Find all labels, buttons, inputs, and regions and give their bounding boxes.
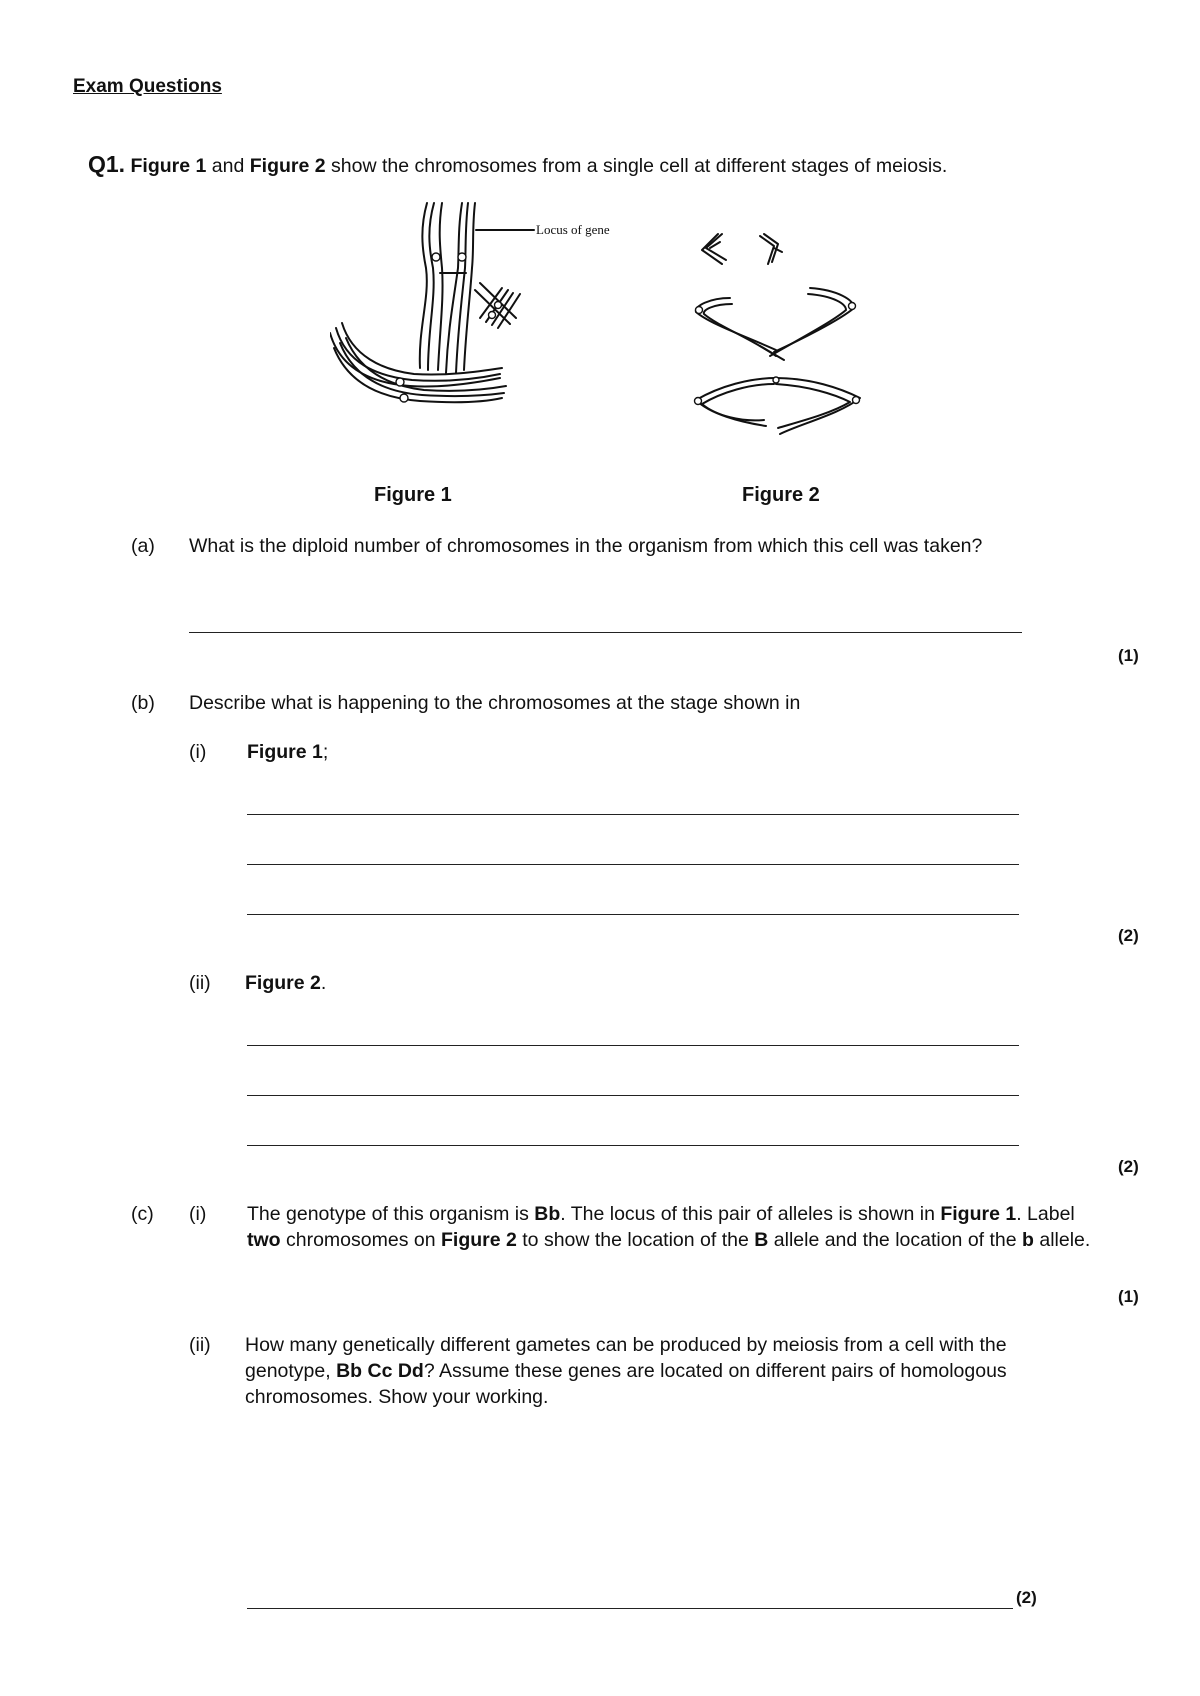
stem-and: and <box>206 155 250 177</box>
answer-line-b-i-3[interactable] <box>247 914 1019 915</box>
c-i-text-5: to show the location of the <box>516 1229 755 1251</box>
stem-figure2: Figure 2 <box>249 155 326 177</box>
c-i-text-1: The genotype of this organism is <box>247 1203 535 1225</box>
lower-bivalent <box>695 377 861 434</box>
part-c-ii-label: (ii) <box>189 1334 211 1356</box>
figure-1-label: Figure 1 <box>374 484 452 506</box>
part-b-i-figure: Figure 1 <box>247 741 323 763</box>
c-i-text-3: . Label <box>1016 1203 1075 1225</box>
c-i-bold-2: Figure 1 <box>940 1203 1017 1225</box>
page-heading: Exam Questions <box>73 76 222 97</box>
c-i-bold-4: Figure 2 <box>440 1229 517 1251</box>
figure-2-illustration <box>690 228 900 460</box>
answer-line-a[interactable] <box>189 632 1022 633</box>
curved-bivalent <box>330 323 506 402</box>
answer-line-b-i-2[interactable] <box>247 864 1019 865</box>
answer-line-b-i-1[interactable] <box>247 814 1019 815</box>
marks-part-a: (1) <box>1118 646 1139 665</box>
stem-figure1: Figure 1 <box>130 155 207 177</box>
part-b-label: (b) <box>131 692 155 714</box>
part-b-ii-label: (ii) <box>189 972 211 994</box>
c-i-bold-1: Bb <box>534 1203 561 1225</box>
part-b-i-label: (i) <box>189 741 207 763</box>
c-i-text-7: allele. <box>1033 1229 1091 1251</box>
c-i-bold-6: b <box>1022 1229 1034 1251</box>
part-b-ii-punct: . <box>320 972 327 994</box>
marks-part-b-ii: (2) <box>1118 1157 1139 1176</box>
c-ii-bold-1: Bb Cc Dd <box>336 1360 424 1382</box>
c-i-text-2: . The locus of this pair of alleles is shown in <box>560 1203 941 1225</box>
part-c-i-label: (i) <box>189 1203 207 1225</box>
stem-rest: show the chromosomes from a single cell at different stages of meiosis. <box>325 155 948 177</box>
part-c-i-question <box>247 1201 1092 1253</box>
marks-part-b-i: (2) <box>1118 926 1139 945</box>
answer-line-b-ii-1[interactable] <box>247 1045 1019 1046</box>
top-left-v-chromosome <box>702 234 726 264</box>
figure-1-illustration <box>330 198 630 458</box>
small-chromosome-cluster <box>475 283 520 328</box>
c-i-bold-5: B <box>754 1229 769 1251</box>
figure-2-label: Figure 2 <box>742 484 820 506</box>
question-number: Q1. <box>88 151 126 177</box>
c-ii-text-1: How many genetically different gametes can be produced by meiosis from a cell with the genotype, <box>245 1334 1007 1382</box>
vertical-bivalent <box>420 203 475 373</box>
c-ii-text-2: ? Assume these genes are located on different pairs of homologous chromosomes. Show your working. <box>245 1360 1007 1408</box>
locus-of-gene-label: Locus of gene <box>536 222 610 237</box>
answer-line-b-ii-3[interactable] <box>247 1145 1019 1146</box>
c-i-text-4: chromosomes on <box>280 1229 441 1251</box>
part-b-ii-prompt <box>245 972 326 995</box>
answer-line-c-ii[interactable] <box>247 1608 1013 1609</box>
part-b-i-prompt <box>247 741 328 764</box>
part-b-i-punct: ; <box>322 741 329 763</box>
marks-part-c-ii: (2) <box>1016 1588 1037 1607</box>
answer-line-b-ii-2[interactable] <box>247 1095 1019 1096</box>
upper-bivalent <box>696 288 856 360</box>
question-1-stem <box>88 151 947 178</box>
part-a-question: What is the diploid number of chromosomes in the organism from which this cell was taken? <box>189 535 983 557</box>
marks-part-c-i: (1) <box>1118 1287 1139 1306</box>
top-right-v-chromosome <box>760 234 782 264</box>
c-i-text-6: allele and the location of the <box>768 1229 1023 1251</box>
part-c-label: (c) <box>131 1203 154 1225</box>
part-a-label: (a) <box>131 535 155 557</box>
part-b-ii-figure: Figure 2 <box>245 972 321 994</box>
c-i-bold-3: two <box>247 1229 281 1251</box>
part-b-question: Describe what is happening to the chromosomes at the stage shown in <box>189 692 801 714</box>
part-c-ii-question <box>245 1332 1095 1410</box>
